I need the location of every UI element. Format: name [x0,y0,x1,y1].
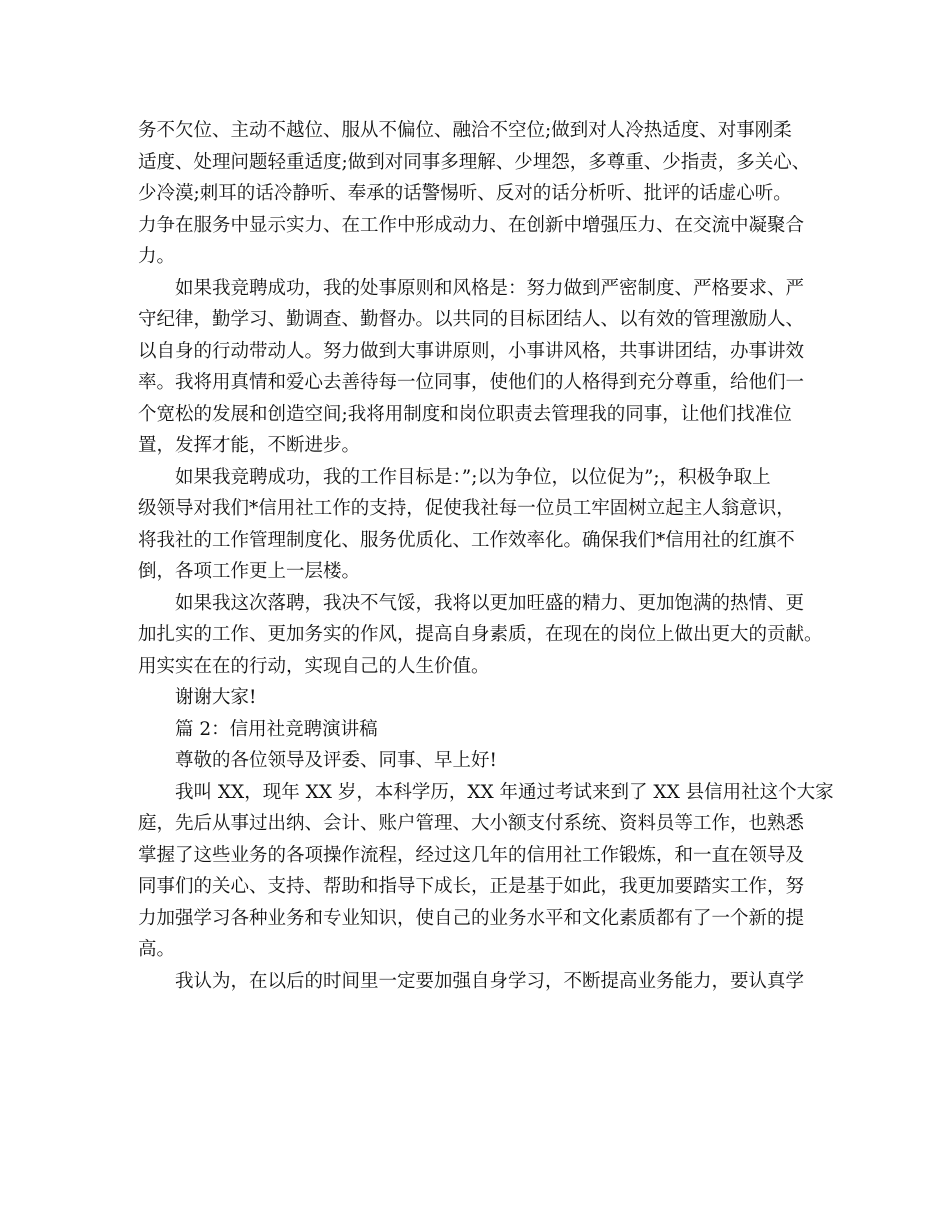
text-line: 如果我竞聘成功，我的工作目标是：”;以为争位，以位促为”;，积极争取上 [175,466,771,488]
text-line: 我叫 XX，现年 XX 岁，本科学历，XX 年通过考试来到了 XX 县信用社这个大家 [175,781,834,803]
text-line: 级领导对我们*信用社工作的支持，促使我社每一位员工牢固树立起主人翁意识， [138,498,795,519]
text-line: 篇 2：信用社竞聘演讲稿 [175,718,378,740]
text-line: 力争在服务中显示实力、在工作中形成动力、在创新中增强压力、在交流中凝聚合 [138,214,805,236]
text-line: 高。 [138,939,176,960]
text-line: 守纪律，勤学习、勤调查、勤督办。以共同的目标团结人、以有效的管理激励人、 [138,309,805,330]
text-line: 同事们的关心、支持、帮助和指导下成长，正是基于如此，我更加要踏实工作，努 [138,876,805,897]
text-line: 将我社的工作管理制度化、服务优质化、工作效率化。确保我们*信用社的红旗不 [138,529,795,551]
text-line: 少冷漠;刺耳的话冷静听、奉承的话警惕听、反对的话分析听、批评的话虚心听。 [138,183,792,204]
text-line: 力加强学习各种业务和专业知识，使自己的业务水平和文化素质都有了一个新的提 [138,907,805,929]
text-line: 倒，各项工作更上一层楼。 [138,561,361,582]
document-body [138,115,834,997]
text-line: 个宽松的发展和创造空间;我将用制度和岗位职责去管理我的同事，让他们找准位 [138,403,792,425]
text-line: 庭，先后从事过出纳、会计、账户管理、大小额支付系统、资料员等工作，也熟悉 [138,813,805,834]
text-line: 适度、处理问题轻重适度;做到对同事多理解、少埋怨，多尊重、少指责，多关心、 [138,151,811,173]
text-line: 如果我这次落聘，我决不气馁，我将以更加旺盛的精力、更加饱满的热情、更 [175,592,805,614]
text-line: 掌握了这些业务的各项操作流程，经过这几年的信用社工作锻炼，和一直在领导及 [138,844,805,866]
text-line: 加扎实的工作、更加务实的作风，提高自身素质，在现在的岗位上做出更大的贡献。 [138,624,823,645]
text-line: 置，发挥才能，不断进步。 [138,435,361,456]
text-line: 用实实在在的行动，实现自己的人生价值。 [138,655,490,677]
text-line: 率。我将用真情和爱心去善待每一位同事，使他们的人格得到充分尊重，给他们一 [138,372,805,393]
text-line: 尊敬的各位领导及评委、同事、早上好! [175,750,497,771]
text-line: 务不欠位、主动不越位、服从不偏位、融洽不空位;做到对人冷热适度、对事刚柔 [138,120,792,141]
text-line: 如果我竞聘成功，我的处事原则和风格是：努力做到严密制度、严格要求、严 [175,277,805,299]
text-line: 谢谢大家! [175,687,257,708]
text-line: 以自身的行动带动人。努力做到大事讲原则，小事讲风格，共事讲团结，办事讲效 [138,340,805,362]
text-line: 力。 [138,246,176,267]
text-line: 我认为，在以后的时间里一定要加强自身学习，不断提高业务能力，要认真学 [175,970,805,992]
